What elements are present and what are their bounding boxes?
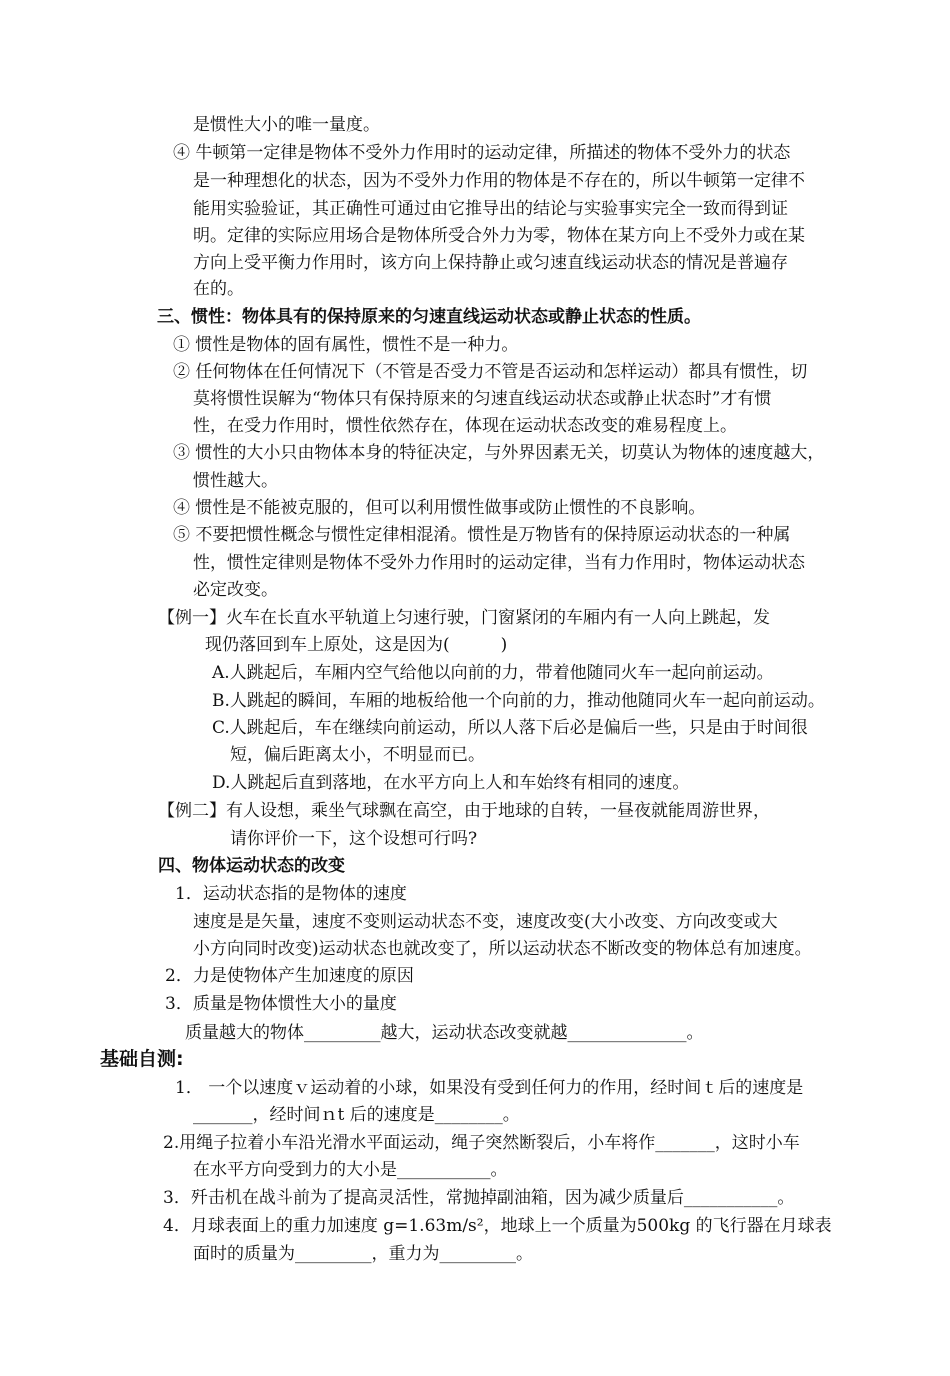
example-question: 【例一】火车在长直水平轨道上匀速行驶，门窗紧闭的车厢内有一人向上跳起，发 xyxy=(158,608,770,628)
text-line: 惯性越大。 xyxy=(193,471,278,491)
text-line: 性，惯性定律则是物体不受外力作用时的运动定律，当有力作用时，物体运动状态 xyxy=(193,553,805,573)
text-line: 能用实验验证，其正确性可通过由它推导出的结论与实验事实完全一致而得到证 xyxy=(193,199,788,219)
text-line: 面时的质量为_________，重力为_________。 xyxy=(193,1244,533,1264)
question: 4．月球表面上的重力加速度 g=1.63m/s²，地球上一个质量为500kg 的飞行器在月球表 xyxy=(163,1216,832,1236)
text-line: 是一种理想化的状态，因为不受外力作用的物体是不存在的，所以牛顿第一定律不 xyxy=(193,171,805,191)
section-heading: 三、惯性：物体具有的保持原来的匀速直线运动状态或静止状态的性质。 xyxy=(157,307,701,327)
text-line: 短，偏后距离太小，不明显而已。 xyxy=(230,745,485,765)
text-line: ③ 惯性的大小只由物体本身的特征决定，与外界因素无关，切莫认为物体的速度越大， xyxy=(173,443,825,463)
self-test-heading: 基础自测: xyxy=(100,1048,184,1070)
choice-a: A.人跳起后，车厢内空气给他以向前的力，带着他随同火车一起向前运动。 xyxy=(212,663,774,683)
text-line: 是惯性大小的唯一量度。 xyxy=(193,115,380,135)
text-line: 速度是是矢量，速度不变则运动状态不变，速度改变(大小改变、方向改变或大 xyxy=(193,912,778,932)
question: 3．歼击机在战斗前为了提高灵活性，常抛掉副油箱，因为减少质量后___________。 xyxy=(163,1188,795,1208)
text-line: 明。定律的实际应用场合是物体所受合外力为零，物体在某方向上不受外力或在某 xyxy=(193,226,805,246)
text-line: 1．运动状态指的是物体的速度 xyxy=(175,884,407,904)
text-line: 3．质量是物体惯性大小的量度 xyxy=(165,994,397,1014)
text-line: 必定改变。 xyxy=(193,580,278,600)
text-line: 方向上受平衡力作用时，该方向上保持静止或匀速直线运动状态的情况是普遍存 xyxy=(193,253,788,273)
example-question: 【例二】有人设想，乘坐气球飘在高空，由于地球的自转，一昼夜就能周游世界， xyxy=(158,801,770,821)
text-line: _______，经时间ｎt 后的速度是________。 xyxy=(193,1105,520,1125)
text-line: ⑤ 不要把惯性概念与惯性定律相混淆。惯性是万物皆有的保持原运动状态的一种属 xyxy=(173,525,791,545)
text-line: 在水平方向受到力的大小是___________。 xyxy=(193,1160,508,1180)
text-line: ④ 惯性是不能被克服的，但可以利用惯性做事或防止惯性的不良影响。 xyxy=(173,498,706,518)
text-line: 2．力是使物体产生加速度的原因 xyxy=(165,966,414,986)
text-line: 请你评价一下，这个设想可行吗? xyxy=(230,829,478,849)
text-line: ① 惯性是物体的固有属性，惯性不是一种力。 xyxy=(173,335,519,355)
text-line: ② 任何物体在任何情况下（不管是否受力不管是否运动和怎样运动）都具有惯性，切 xyxy=(173,362,808,382)
question: 1． 一个以速度ｖ运动着的小球，如果没有受到任何力的作用，经时间ｔ后的速度是 xyxy=(175,1078,804,1098)
fill-in-line: 质量越大的物体_________越大，运动状态改变就越______________。 xyxy=(185,1023,704,1043)
text-line: 在的。 xyxy=(193,279,244,299)
section-heading: 四、物体运动状态的改变 xyxy=(158,856,345,876)
choice-b: B.人跳起的瞬间，车厢的地板给他一个向前的力，推动他随同火车一起向前运动。 xyxy=(212,691,825,711)
text-line: 莫将惯性误解为“物体只有保持原来的匀速直线运动状态或静止状态时”才有惯 xyxy=(193,389,772,409)
text-line: 性，在受力作用时，惯性依然存在，体现在运动状态改变的难易程度上。 xyxy=(193,416,737,436)
choice-c: C.人跳起后，车在继续向前运动，所以人落下后必是偏后一些，只是由于时间很 xyxy=(212,718,808,738)
question: 2.用绳子拉着小车沿光滑水平面运动，绳子突然断裂后，小车将作_______，这时小车 xyxy=(163,1133,800,1153)
text-line: ④ 牛顿第一定律是物体不受外力作用时的运动定律，所描述的物体不受外力的状态 xyxy=(173,143,791,163)
choice-d: D.人跳起后直到落地，在水平方向上人和车始终有相同的速度。 xyxy=(212,773,690,793)
text-line: 现仍落回到车上原处，这是因为( ) xyxy=(205,635,508,655)
text-line: 小方向同时改变)运动状态也就改变了，所以运动状态不断改变的物体总有加速度。 xyxy=(193,939,812,959)
